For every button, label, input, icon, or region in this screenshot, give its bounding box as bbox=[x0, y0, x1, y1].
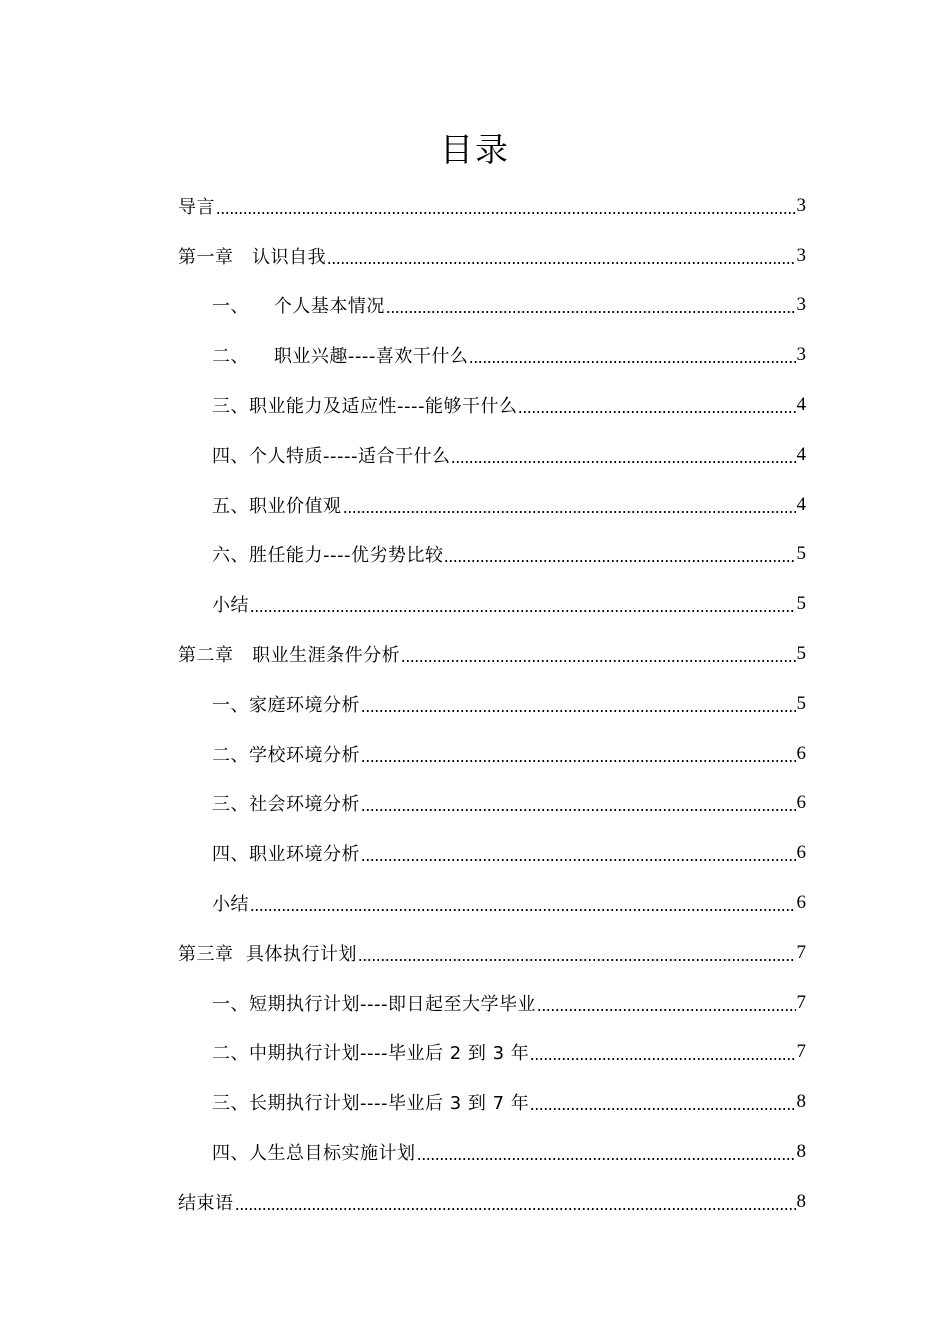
toc-entry bbox=[178, 779, 806, 829]
toc-entry-page: 3 bbox=[796, 344, 806, 366]
toc-entry-label: 第二章 职业生涯条件分析 bbox=[178, 645, 401, 667]
toc-entry bbox=[178, 430, 806, 480]
toc-entry bbox=[178, 629, 806, 679]
toc-entry bbox=[178, 530, 806, 580]
toc-entry-label: 三、职业能力及适应性----能够干什么 bbox=[212, 396, 518, 418]
toc-entry-page: 8 bbox=[796, 1141, 806, 1163]
toc-dot-leader bbox=[530, 1042, 795, 1062]
toc-entry-label: 第三章 具体执行计划 bbox=[178, 943, 357, 965]
toc-entry bbox=[178, 729, 806, 779]
toc-dot-leader bbox=[358, 943, 796, 963]
toc-entry-page: 7 bbox=[796, 941, 806, 963]
toc-entry-label: 小结 bbox=[212, 894, 249, 916]
toc-dot-leader bbox=[469, 345, 795, 365]
toc-dot-leader bbox=[401, 644, 795, 664]
toc-entry bbox=[178, 380, 806, 430]
toc-list bbox=[178, 181, 806, 1227]
toc-entry-label: 三、社会环境分析 bbox=[212, 794, 360, 816]
toc-dot-leader bbox=[537, 993, 796, 1013]
toc-entry-page: 7 bbox=[796, 1041, 806, 1063]
toc-entry-label: 二、中期执行计划----毕业后 2 到 3 年 bbox=[212, 1043, 530, 1065]
toc-entry-label: 第一章 认识自我 bbox=[178, 246, 327, 268]
toc-entry-label: 二、学校环境分析 bbox=[212, 744, 360, 766]
toc-entry-page: 5 bbox=[796, 543, 806, 565]
toc-entry-page: 6 bbox=[796, 742, 806, 764]
toc-dot-leader bbox=[417, 1142, 796, 1162]
toc-entry-page: 5 bbox=[796, 593, 806, 615]
toc-entry-page: 3 bbox=[796, 194, 806, 216]
toc-dot-leader bbox=[530, 1092, 795, 1112]
toc-entry-page: 4 bbox=[796, 394, 806, 416]
toc-entry bbox=[178, 480, 806, 530]
toc-entry-label: 导言 bbox=[178, 196, 215, 218]
toc-dot-leader bbox=[250, 893, 796, 913]
toc-entry-page: 5 bbox=[796, 692, 806, 714]
toc-dot-leader bbox=[361, 843, 796, 863]
toc-entry bbox=[178, 181, 806, 231]
toc-entry bbox=[178, 231, 806, 281]
toc-entry-label: 一、家庭环境分析 bbox=[212, 694, 360, 716]
toc-entry bbox=[178, 1177, 806, 1227]
toc-entry bbox=[178, 1028, 806, 1078]
toc-entry-page: 6 bbox=[796, 892, 806, 914]
toc-entry-label: 四、职业环境分析 bbox=[212, 844, 360, 866]
toc-entry bbox=[178, 1127, 806, 1177]
toc-dot-leader bbox=[444, 544, 795, 564]
toc-entry-page: 3 bbox=[796, 244, 806, 266]
toc-dot-leader bbox=[250, 594, 796, 614]
toc-entry-label: 四、人生总目标实施计划 bbox=[212, 1143, 416, 1165]
toc-entry-page: 8 bbox=[796, 1091, 806, 1113]
toc-entry-label: 五、职业价值观 bbox=[212, 495, 342, 517]
toc-entry bbox=[178, 579, 806, 629]
toc-entry-page: 5 bbox=[796, 643, 806, 665]
toc-dot-leader bbox=[327, 246, 795, 266]
toc-dot-leader bbox=[361, 694, 796, 714]
toc-entry-page: 4 bbox=[796, 493, 806, 515]
toc-entry-label: 一、短期执行计划----即日起至大学毕业 bbox=[212, 993, 536, 1015]
toc-entry bbox=[178, 828, 806, 878]
toc-dot-leader bbox=[343, 495, 796, 515]
toc-entry-page: 8 bbox=[796, 1190, 806, 1212]
toc-entry bbox=[178, 878, 806, 928]
toc-entry-page: 6 bbox=[796, 842, 806, 864]
toc-dot-leader bbox=[518, 395, 795, 415]
toc-dot-leader bbox=[451, 445, 795, 465]
toc-dot-leader bbox=[361, 793, 796, 813]
toc-entry-label: 二、 职业兴趣----喜欢干什么 bbox=[212, 346, 469, 368]
toc-entry-label: 小结 bbox=[212, 595, 249, 617]
toc-entry bbox=[178, 928, 806, 978]
toc-entry bbox=[178, 1077, 806, 1127]
toc-entry-page: 3 bbox=[796, 294, 806, 316]
toc-dot-leader bbox=[235, 1192, 796, 1212]
toc-entry-page: 6 bbox=[796, 792, 806, 814]
toc-title: 目录 bbox=[440, 130, 510, 169]
toc-entry bbox=[178, 978, 806, 1028]
toc-entry-label: 一、 个人基本情况 bbox=[212, 296, 385, 318]
toc-entry-page: 4 bbox=[796, 443, 806, 465]
toc-entry bbox=[178, 281, 806, 331]
toc-entry-page: 7 bbox=[796, 991, 806, 1013]
toc-dot-leader bbox=[386, 295, 796, 315]
toc-entry-label: 六、胜任能力----优劣势比较 bbox=[212, 545, 444, 567]
toc-entry-label: 三、长期执行计划----毕业后 3 到 7 年 bbox=[212, 1093, 530, 1115]
toc-entry-label: 结束语 bbox=[178, 1192, 234, 1214]
toc-entry bbox=[178, 330, 806, 380]
toc-entry bbox=[178, 679, 806, 729]
toc-entry-label: 四、个人特质-----适合干什么 bbox=[212, 445, 451, 467]
toc-dot-leader bbox=[361, 744, 796, 764]
toc-dot-leader bbox=[216, 196, 796, 216]
